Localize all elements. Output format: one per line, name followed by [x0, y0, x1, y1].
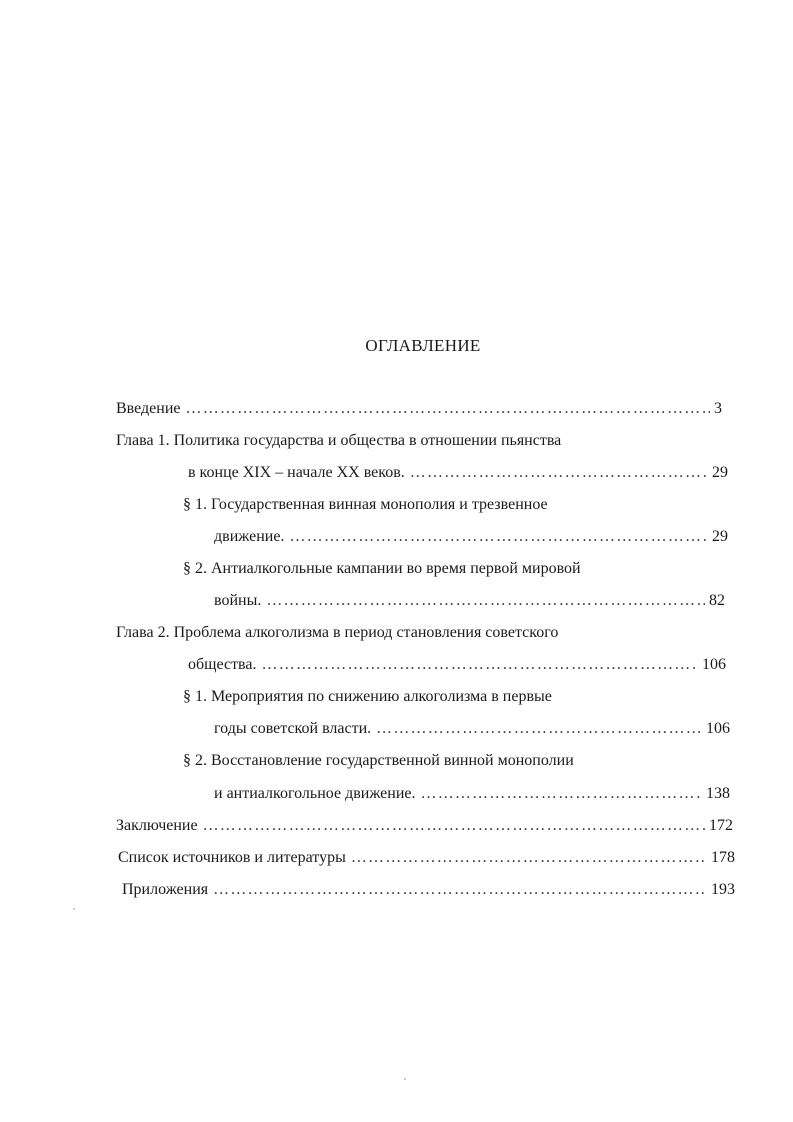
toc-page-number: 106 — [706, 720, 730, 737]
toc-page-number: 3 — [714, 400, 722, 417]
toc-entry-text: Введение — [116, 400, 181, 417]
toc-chapter1-section1-heading: § 1. Государственная винная монополия и трезвенное — [183, 496, 548, 513]
toc-entry-text: и антиалкогольное движение. — [214, 785, 416, 802]
toc-entry-chapter2-section2 — [214, 783, 730, 805]
toc-entry-text: движение. — [214, 528, 285, 545]
dot-leader — [186, 398, 711, 420]
dot-leader — [410, 462, 708, 484]
dot-leader — [289, 526, 708, 548]
toc-entry-text: в конце XIX – начале XX веков. — [188, 464, 405, 481]
dot-leader — [266, 590, 705, 612]
toc-page-number: 29 — [712, 528, 728, 545]
toc-chapter2-heading: Глава 2. Проблема алкоголизма в период становления советского — [116, 624, 559, 641]
toc-entry-conclusion — [116, 815, 733, 837]
dot-leader — [203, 815, 705, 837]
dot-leader — [213, 879, 707, 901]
toc-chapter1-section2-heading: § 2. Антиалкогольные кампании во время первой мировой — [183, 560, 581, 577]
toc-page-number: 82 — [709, 592, 725, 609]
toc-page-number: 178 — [711, 849, 735, 866]
page-title: ОГЛАВЛЕНИЕ — [365, 336, 481, 355]
toc-entry-text: Список источников и литературы — [118, 849, 346, 866]
scan-speck — [73, 908, 75, 910]
toc-entry-chapter1-section2 — [214, 590, 725, 612]
toc-entry-chapter1-section1 — [214, 526, 728, 548]
toc-chapter2-section2-heading: § 2. Восстановление государственной винной монополии — [183, 752, 574, 769]
toc-page-number: 138 — [706, 785, 730, 802]
toc-entry-chapter2 — [188, 654, 726, 676]
toc-page-number: 193 — [711, 881, 735, 898]
toc-entry-sources — [118, 847, 735, 869]
toc-entry-intro — [116, 398, 722, 420]
scan-speck — [404, 1078, 406, 1080]
toc-entry-text: Приложения — [122, 881, 209, 898]
toc-entry-chapter1 — [188, 462, 728, 484]
toc-chapter2-section1-heading: § 1. Мероприятия по снижению алкоголизма в первые — [183, 688, 552, 705]
toc-entry-text: войны. — [214, 592, 262, 609]
toc-entry-text: общества. — [188, 656, 257, 673]
toc-entry-text: Заключение — [116, 817, 198, 834]
toc-page-number: 106 — [702, 656, 726, 673]
dot-leader — [421, 783, 703, 805]
toc-entry-text: годы советской власти. — [214, 720, 372, 737]
dot-leader — [351, 847, 707, 869]
toc-chapter1-heading: Глава 1. Политика государства и общества в отношении пьянства — [116, 432, 562, 449]
dot-leader — [376, 718, 702, 740]
dot-leader — [262, 654, 699, 676]
toc-entry-appendix — [122, 879, 735, 901]
toc-page-number: 29 — [712, 464, 728, 481]
toc-entry-chapter2-section1 — [214, 718, 730, 740]
toc-page-number: 172 — [709, 817, 733, 834]
